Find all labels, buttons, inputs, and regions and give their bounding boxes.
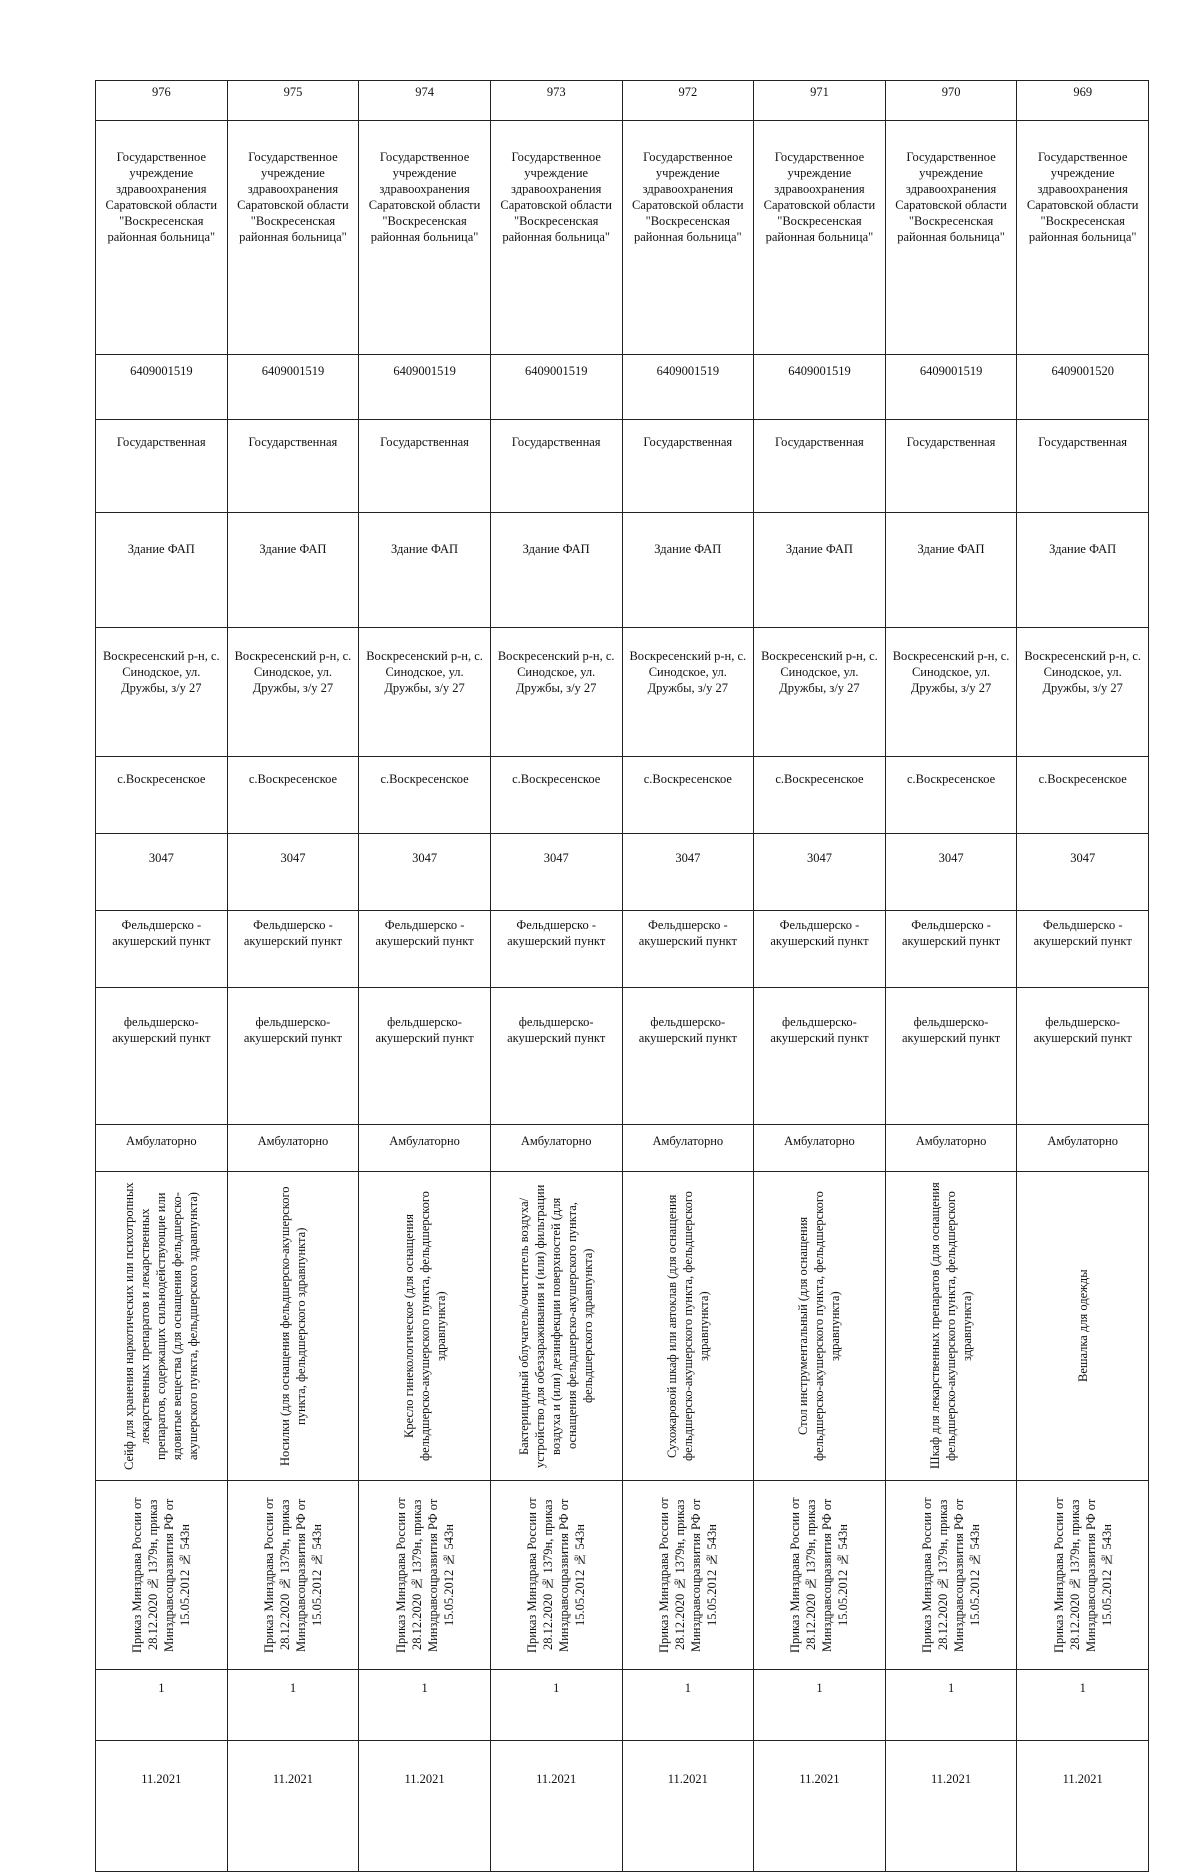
locality-cell: с.Воскресенское — [359, 757, 491, 834]
row-quantity — [96, 1670, 1149, 1741]
order-cell — [754, 1481, 886, 1670]
building-cell: Здание ФАП — [754, 513, 886, 628]
building-cell: Здание ФАП — [227, 513, 359, 628]
quantity-cell: 1 — [885, 1670, 1017, 1741]
row-address — [96, 628, 1149, 757]
locality-cell: с.Воскресенское — [1017, 757, 1149, 834]
order-cell — [1017, 1481, 1149, 1670]
number-cell: 974 — [359, 81, 491, 121]
quantity-cell: 1 — [359, 1670, 491, 1741]
code-cell: 3047 — [885, 834, 1017, 911]
date-cell: 11.2021 — [359, 1741, 491, 1872]
locality-cell: с.Воскресенское — [622, 757, 754, 834]
equipment-text: Сухожаровой шкаф или автоклав (для оснащения фельдшерско-акушерского пункта, фельдшерского здравпункта) — [664, 1191, 711, 1461]
date-cell: 11.2021 — [885, 1741, 1017, 1872]
address-cell: Воскресенский р-н, с. Синодское, ул. Дружбы, з/у 27 — [754, 628, 886, 757]
equipment-text: Вешалка для одежды — [1075, 1269, 1090, 1383]
date-cell: 11.2021 — [754, 1741, 886, 1872]
order-cell — [885, 1481, 1017, 1670]
equipment-cell — [885, 1172, 1017, 1481]
code-cell: 3047 — [96, 834, 228, 911]
code-cell: 3047 — [622, 834, 754, 911]
code-cell: 3047 — [359, 834, 491, 911]
equipment-text: Сейф для хранения наркотических или психотропных лекарственных препаратов и лекарственных препаратов, содержащих сильнодействующие или ядовитые вещества (для оснащения фельдшерско-акушерского пункта, фельдшерского здравпункта) — [122, 1182, 201, 1470]
organization-cell: Государственное учреждение здравоохранения Саратовской области "Воскресенская районная больница" — [885, 121, 1017, 355]
locality-cell: с.Воскресенское — [96, 757, 228, 834]
equipment-text: Шкаф для лекарственных препаратов (для оснащения фельдшерско-акушерского пункта, фельдшерского здравпункта) — [928, 1182, 975, 1470]
inn-cell: 6409001519 — [227, 355, 359, 420]
subdivision-cell: фельдшерско-акушерский пункт — [1017, 988, 1149, 1125]
code-cell: 3047 — [227, 834, 359, 911]
row-order — [96, 1481, 1149, 1670]
facility-type-cell: Фельдшерско - акушерский пункт — [359, 911, 491, 988]
subdivision-cell: фельдшерско-акушерский пункт — [622, 988, 754, 1125]
equipment-cell — [754, 1172, 886, 1481]
organization-cell: Государственное учреждение здравоохранения Саратовской области "Воскресенская районная больница" — [96, 121, 228, 355]
inn-cell: 6409001519 — [754, 355, 886, 420]
order-cell — [490, 1481, 622, 1670]
order-text: Приказ Минздрава России от 28.12.2020 № 1379н, приказ Минздравсоцразвития РФ от 15.05.2012 № 543н — [656, 1497, 719, 1653]
inn-cell: 6409001520 — [1017, 355, 1149, 420]
locality-cell: с.Воскресенское — [754, 757, 886, 834]
care-conditions-cell: Амбулаторно — [359, 1125, 491, 1172]
ownership-cell: Государственная — [96, 420, 228, 513]
order-text: Приказ Минздрава России от 28.12.2020 № 1379н, приказ Минздравсоцразвития РФ от 15.05.2012 № 543н — [788, 1497, 851, 1653]
date-cell: 11.2021 — [1017, 1741, 1149, 1872]
facility-type-cell: Фельдшерско - акушерский пункт — [754, 911, 886, 988]
subdivision-cell: фельдшерско-акушерский пункт — [754, 988, 886, 1125]
building-cell: Здание ФАП — [1017, 513, 1149, 628]
address-cell: Воскресенский р-н, с. Синодское, ул. Дружбы, з/у 27 — [96, 628, 228, 757]
organization-cell: Государственное учреждение здравоохранения Саратовской области "Воскресенская районная больница" — [490, 121, 622, 355]
quantity-cell: 1 — [227, 1670, 359, 1741]
date-cell: 11.2021 — [227, 1741, 359, 1872]
facility-type-cell: Фельдшерско - акушерский пункт — [227, 911, 359, 988]
row-subdivision — [96, 988, 1149, 1125]
care-conditions-cell: Амбулаторно — [754, 1125, 886, 1172]
organization-cell: Государственное учреждение здравоохранения Саратовской области "Воскресенская районная больница" — [754, 121, 886, 355]
facility-type-cell: Фельдшерско - акушерский пункт — [885, 911, 1017, 988]
ownership-cell: Государственная — [885, 420, 1017, 513]
ownership-cell: Государственная — [1017, 420, 1149, 513]
order-text: Приказ Минздрава России от 28.12.2020 № 1379н, приказ Минздравсоцразвития РФ от 15.05.2012 № 543н — [525, 1497, 588, 1653]
care-conditions-cell: Амбулаторно — [622, 1125, 754, 1172]
facility-type-cell: Фельдшерско - акушерский пункт — [1017, 911, 1149, 988]
subdivision-cell: фельдшерско-акушерский пункт — [490, 988, 622, 1125]
care-conditions-cell: Амбулаторно — [96, 1125, 228, 1172]
order-cell — [227, 1481, 359, 1670]
equipment-text: Стол инструментальный (для оснащения фельдшерско-акушерского пункта, фельдшерского здравпункта) — [796, 1191, 843, 1461]
organization-cell: Государственное учреждение здравоохранения Саратовской области "Воскресенская районная больница" — [359, 121, 491, 355]
facility-type-cell: Фельдшерско - акушерский пункт — [490, 911, 622, 988]
equipment-table-body — [96, 81, 1149, 1872]
date-cell: 11.2021 — [490, 1741, 622, 1872]
order-cell — [359, 1481, 491, 1670]
code-cell: 3047 — [754, 834, 886, 911]
order-text: Приказ Минздрава России от 28.12.2020 № 1379н, приказ Минздравсоцразвития РФ от 15.05.2012 № 543н — [130, 1497, 193, 1653]
ownership-cell: Государственная — [622, 420, 754, 513]
number-cell: 973 — [490, 81, 622, 121]
row-ownership — [96, 420, 1149, 513]
building-cell: Здание ФАП — [490, 513, 622, 628]
number-cell: 972 — [622, 81, 754, 121]
equipment-cell — [1017, 1172, 1149, 1481]
quantity-cell: 1 — [1017, 1670, 1149, 1741]
facility-type-cell: Фельдшерско - акушерский пункт — [96, 911, 228, 988]
number-cell: 971 — [754, 81, 886, 121]
ownership-cell: Государственная — [227, 420, 359, 513]
facility-type-cell: Фельдшерско - акушерский пункт — [622, 911, 754, 988]
locality-cell: с.Воскресенское — [490, 757, 622, 834]
inn-cell: 6409001519 — [885, 355, 1017, 420]
equipment-cell — [359, 1172, 491, 1481]
care-conditions-cell: Амбулаторно — [885, 1125, 1017, 1172]
inn-cell: 6409001519 — [96, 355, 228, 420]
locality-cell: с.Воскресенское — [227, 757, 359, 834]
equipment-cell — [96, 1172, 228, 1481]
equipment-table — [95, 80, 1149, 1872]
number-cell: 970 — [885, 81, 1017, 121]
inn-cell: 6409001519 — [490, 355, 622, 420]
order-text: Приказ Минздрава России от 28.12.2020 № 1379н, приказ Минздравсоцразвития РФ от 15.05.2012 № 543н — [920, 1497, 983, 1653]
equipment-text: Носилки (для оснащения фельдшерско-акушерского пункта, фельдшерского здравпункта) — [277, 1186, 308, 1466]
quantity-cell: 1 — [96, 1670, 228, 1741]
row-organization — [96, 121, 1149, 355]
subdivision-cell: фельдшерско-акушерский пункт — [96, 988, 228, 1125]
address-cell: Воскресенский р-н, с. Синодское, ул. Дружбы, з/у 27 — [622, 628, 754, 757]
quantity-cell: 1 — [490, 1670, 622, 1741]
care-conditions-cell: Амбулаторно — [227, 1125, 359, 1172]
number-cell: 969 — [1017, 81, 1149, 121]
equipment-text: Бактерицидный облучатель/очиститель воздуха/устройство для обеззараживания и (или) фильтрации воздуха и (или) дезинфекции поверхностей (для оснащения фельдшерско-акушерского пункта, фельдшерского здравпункта) — [517, 1184, 596, 1468]
organization-cell: Государственное учреждение здравоохранения Саратовской области "Воскресенская районная больница" — [1017, 121, 1149, 355]
row-facility-type — [96, 911, 1149, 988]
row-care-conditions — [96, 1125, 1149, 1172]
care-conditions-cell: Амбулаторно — [490, 1125, 622, 1172]
order-cell — [96, 1481, 228, 1670]
ownership-cell: Государственная — [754, 420, 886, 513]
row-locality — [96, 757, 1149, 834]
code-cell: 3047 — [490, 834, 622, 911]
organization-cell: Государственное учреждение здравоохранения Саратовской области "Воскресенская районная больница" — [227, 121, 359, 355]
quantity-cell: 1 — [754, 1670, 886, 1741]
building-cell: Здание ФАП — [96, 513, 228, 628]
date-cell: 11.2021 — [96, 1741, 228, 1872]
equipment-cell — [490, 1172, 622, 1481]
address-cell: Воскресенский р-н, с. Синодское, ул. Дружбы, з/у 27 — [1017, 628, 1149, 757]
care-conditions-cell: Амбулаторно — [1017, 1125, 1149, 1172]
row-date — [96, 1741, 1149, 1872]
address-cell: Воскресенский р-н, с. Синодское, ул. Дружбы, з/у 27 — [227, 628, 359, 757]
address-cell: Воскресенский р-н, с. Синодское, ул. Дружбы, з/у 27 — [359, 628, 491, 757]
equipment-cell — [227, 1172, 359, 1481]
address-cell: Воскресенский р-н, с. Синодское, ул. Дружбы, з/у 27 — [885, 628, 1017, 757]
row-code — [96, 834, 1149, 911]
ownership-cell: Государственная — [490, 420, 622, 513]
ownership-cell: Государственная — [359, 420, 491, 513]
date-cell: 11.2021 — [622, 1741, 754, 1872]
quantity-cell: 1 — [622, 1670, 754, 1741]
building-cell: Здание ФАП — [359, 513, 491, 628]
order-cell — [622, 1481, 754, 1670]
row-number — [96, 81, 1149, 121]
row-building — [96, 513, 1149, 628]
subdivision-cell: фельдшерско-акушерский пункт — [227, 988, 359, 1125]
number-cell: 976 — [96, 81, 228, 121]
inn-cell: 6409001519 — [622, 355, 754, 420]
locality-cell: с.Воскресенское — [885, 757, 1017, 834]
order-text: Приказ Минздрава России от 28.12.2020 № 1379н, приказ Минздравсоцразвития РФ от 15.05.2012 № 543н — [261, 1497, 324, 1653]
code-cell: 3047 — [1017, 834, 1149, 911]
subdivision-cell: фельдшерско-акушерский пункт — [359, 988, 491, 1125]
row-equipment — [96, 1172, 1149, 1481]
address-cell: Воскресенский р-н, с. Синодское, ул. Дружбы, з/у 27 — [490, 628, 622, 757]
organization-cell: Государственное учреждение здравоохранения Саратовской области "Воскресенская районная больница" — [622, 121, 754, 355]
building-cell: Здание ФАП — [885, 513, 1017, 628]
equipment-text: Кресло гинекологическое (для оснащения фельдшерско-акушерского пункта, фельдшерского здравпункта) — [401, 1191, 448, 1461]
row-inn — [96, 355, 1149, 420]
equipment-cell — [622, 1172, 754, 1481]
inn-cell: 6409001519 — [359, 355, 491, 420]
building-cell: Здание ФАП — [622, 513, 754, 628]
order-text: Приказ Минздрава России от 28.12.2020 № 1379н, приказ Минздравсоцразвития РФ от 15.05.2012 № 543н — [393, 1497, 456, 1653]
number-cell: 975 — [227, 81, 359, 121]
subdivision-cell: фельдшерско-акушерский пункт — [885, 988, 1017, 1125]
order-text: Приказ Минздрава России от 28.12.2020 № 1379н, приказ Минздравсоцразвития РФ от 15.05.2012 № 543н — [1051, 1497, 1114, 1653]
